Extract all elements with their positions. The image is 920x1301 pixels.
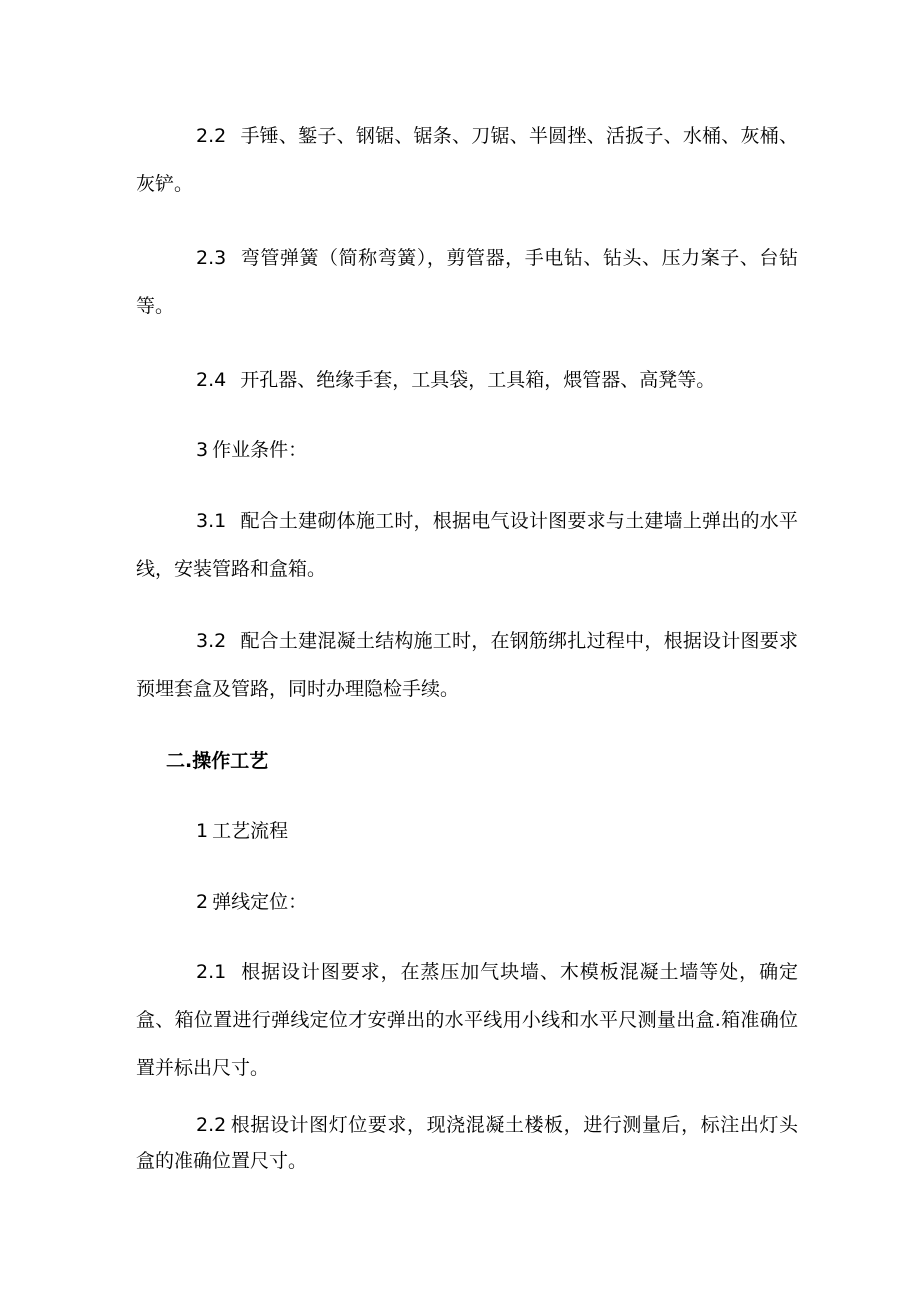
item-text: 开孔器、绝缘手套，工具袋，工具箱，煨管器、高凳等。 [240,369,716,391]
item-number: 3 [196,439,209,461]
paragraph-2-2-lamp-box [136,1107,798,1179]
item-text: 弯管弹簧（简称弯簧），剪管器，手电钻、钻头、压力案子、台钻等。 [136,247,798,317]
item-number: 2.3 [196,247,227,269]
item-number: 3.1 [196,510,227,532]
item-number: 2.2 [196,125,227,147]
item-number: 3.2 [196,630,227,652]
item-text: 工艺流程 [212,820,289,842]
item-text: 手锤、錾子、钢锯、锯条、刀锯、半圆挫、活扳子、水桶、灰桶、灰铲。 [136,125,798,195]
section-heading-operation-process [136,737,798,785]
item-text: 弹线定位： [212,891,308,913]
paragraph-2-2-tools [136,112,798,208]
paragraph-2-4-tools [136,356,798,404]
paragraph-2-3-tools [136,234,798,330]
item-text: 根据设计图灯位要求，现浇混凝土楼板，进行测量后，标注出灯头盒的准确位置尺寸。 [136,1114,798,1172]
item-number: 2 [196,891,209,913]
item-text: 根据设计图要求，在蒸压加气块墙、木模板混凝土墙等处，确定盒、箱位置进行弹线定位才安弹出的水平线用小线和水平尺测量出盒.箱准确位置并标出尺寸。 [136,961,798,1079]
item-number: 1 [196,820,209,842]
paragraph-2-line-positioning [136,878,798,926]
heading-text: 二.操作工艺 [166,750,269,772]
paragraph-3-conditions [136,426,798,474]
item-text: 配合土建混凝土结构施工时，在钢筋绑扎过程中，根据设计图要求预埋套盒及管路，同时办理隐检手续。 [136,630,798,700]
item-number: 2.4 [196,369,227,391]
paragraph-1-process-flow [136,807,798,855]
item-number: 2.2 [196,1114,227,1136]
paragraph-2-1-positioning [136,948,798,1092]
paragraph-3-2 [136,617,798,713]
item-number: 2.1 [196,961,227,983]
item-text: 作业条件： [212,439,308,461]
item-text: 配合土建砌体施工时，根据电气设计图要求与土建墙上弹出的水平线，安装管路和盒箱。 [136,510,798,580]
paragraph-3-1 [136,497,798,593]
